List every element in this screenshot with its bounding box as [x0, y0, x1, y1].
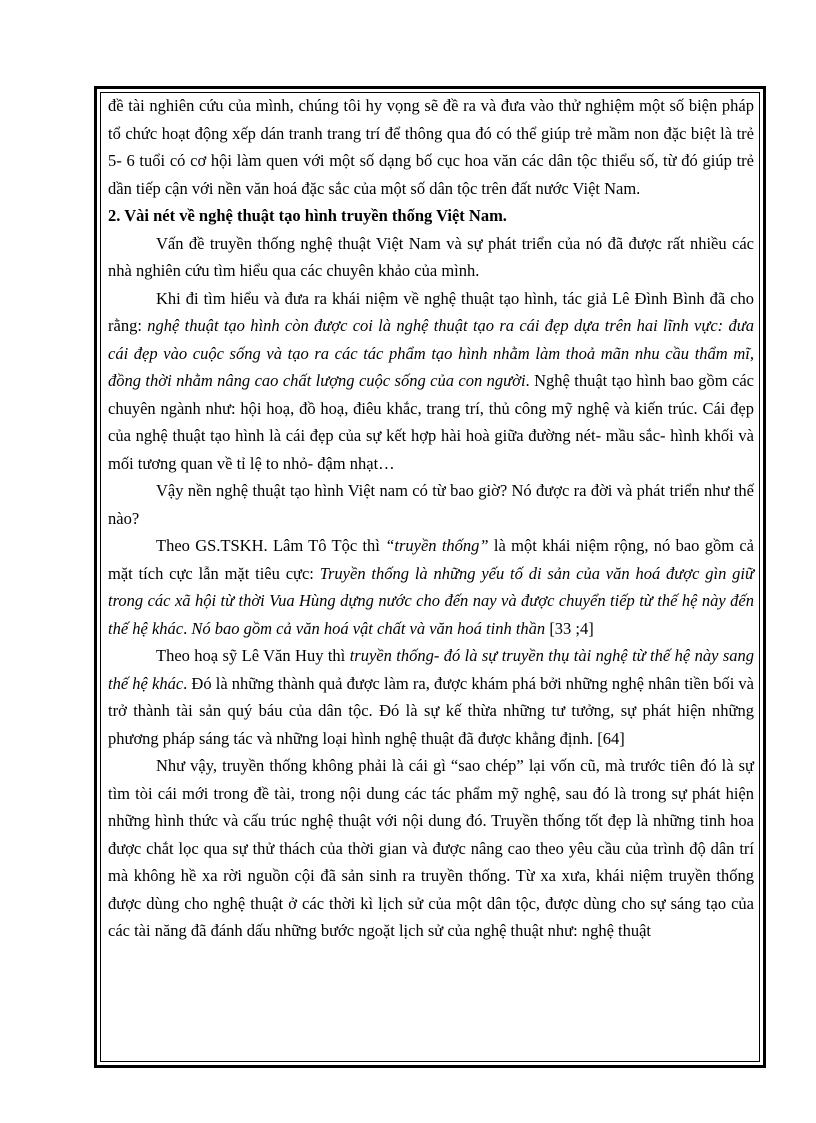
italic-text-run: nghệ thuật tạo hình còn được coi là nghệ thuật tạo ra cái đẹp dựa trên hai lĩnh vực: đưa cái đẹp vào cuộc sống và tạo ra các tác phẩm tạo hình nhằm làm thoả mãn nhu cầu thẩm mĩ, đồng thời nhằm nâng cao chất lượng cuộc sống của con người: [108, 316, 754, 390]
paragraph: [108, 532, 754, 642]
text-run: . Đó là những thành quả được làm ra, được khám phá bởi những nghệ nhân tiền bối và trở thành tài sản quý báu của dân tộc. Đó là sự kế thừa những tư tưởng, sự phát hiện những phương pháp sáng tác và những loại hình nghệ thuật đã được khẳng định. [64]: [108, 673, 754, 748]
text-run: Theo GS.TSKH. Lâm Tô Tộc thì: [156, 536, 386, 555]
text-run: là một khái niệm rộng, nó bao gồm cả mặt tích cực lẫn mặt tiêu cực:: [108, 536, 755, 583]
paragraph: [108, 752, 754, 945]
paragraph: [108, 230, 754, 285]
text-run: . Nghệ thuật tạo hình bao gồm các chuyên ngành như: hội hoạ, đồ hoạ, điêu khắc, trang trí, thủ công mỹ nghệ và kiến trúc. Cái đẹp của nghệ thuật tạo hình là cái đẹp của sự kết hợp hài hoà giữa đường nét- mầu sắc- hình khối và mối tương quan về tỉ lệ to nhỏ- đậm nhạt…: [108, 371, 754, 473]
paragraph: [108, 477, 754, 532]
text-run: Khi đi tìm hiểu và đưa ra khái niệm về nghệ thuật tạo hình, tác giả Lê Đình Bình đã cho rằng:: [108, 288, 754, 335]
paragraph: [108, 642, 754, 752]
italic-text-run: Nó bao gồm cả văn hoá vật chất và văn hoá tinh thần: [191, 618, 546, 638]
text-run: .: [183, 618, 192, 638]
paragraph: [108, 285, 754, 478]
italic-text-run: “truyền thống”: [385, 536, 489, 555]
text-run: Theo hoạ sỹ Lê Văn Huy thì: [156, 646, 350, 665]
text-run: Vậy nền nghệ thuật tạo hình Việt nam có từ bao giờ? Nó được ra đời và phát triển như thế nào?: [108, 481, 754, 528]
document-body: [108, 92, 754, 945]
paragraph: [108, 92, 754, 202]
text-run: đề tài nghiên cứu của mình, chúng tôi hy vọng sẽ đề ra và đưa vào thử nghiệm một số biện pháp tổ chức hoạt động xếp dán tranh trang trí để thông qua đó có thể giúp trẻ mầm non đặc biệt là trẻ 5- 6 tuổi có cơ hội làm quen với một số dạng bố cục hoa văn các dân tộc thiểu số, từ đó giúp trẻ dần tiếp cận với nền văn hoá đặc sắc của một số dân tộc trên đất nước Việt Nam.: [108, 96, 754, 198]
italic-text-run: Truyền thống là những yếu tố di sản của văn hoá được gìn giữ trong các xã hội từ thời Vua Hùng dựng nước cho đến nay và được chuyển tiếp từ thế hệ này đến thế hệ khác: [108, 563, 755, 638]
text-run: Vấn đề truyền thống nghệ thuật Việt Nam và sự phát triển của nó đã được rất nhiều các nhà nghiên cứu tìm hiểu qua các chuyên khảo của mình.: [108, 233, 754, 280]
text-run: Như vậy, truyền thống không phải là cái gì “sao chép” lại vốn cũ, mà trước tiên đó là sự tìm tòi cái mới trong đề tài, trong nội dung các tác phẩm mỹ nghệ, sau đó là trong sự phát hiện những hình thức và cấu trúc nghệ thuật với nội dung đó. Truyền thống tốt đẹp là những tinh hoa được chắt lọc qua sự thử thách của thời gian và được nâng cao theo yêu cầu của trình độ dân trí mà không hề xa rời nguồn cội đã sản sinh ra truyền thống. Từ xa xưa, khái niệm truyền thống được dùng cho nghệ thuật ở các thời kì lịch sử của một dân tộc, được dùng cho sự sáng tạo của các tài năng đã đánh dấu những bước ngoặt lịch sử của nghệ thuật như: nghệ thuật: [108, 756, 754, 940]
text-run: 2. Vài nét về nghệ thuật tạo hình truyền thống Việt Nam.: [108, 206, 507, 225]
italic-text-run: truyền thống- đó là sự truyền thụ tài nghệ từ thế hệ này sang thế hệ khác: [108, 646, 755, 693]
section-heading: [108, 202, 754, 230]
text-run: [33 ;4]: [545, 618, 594, 638]
